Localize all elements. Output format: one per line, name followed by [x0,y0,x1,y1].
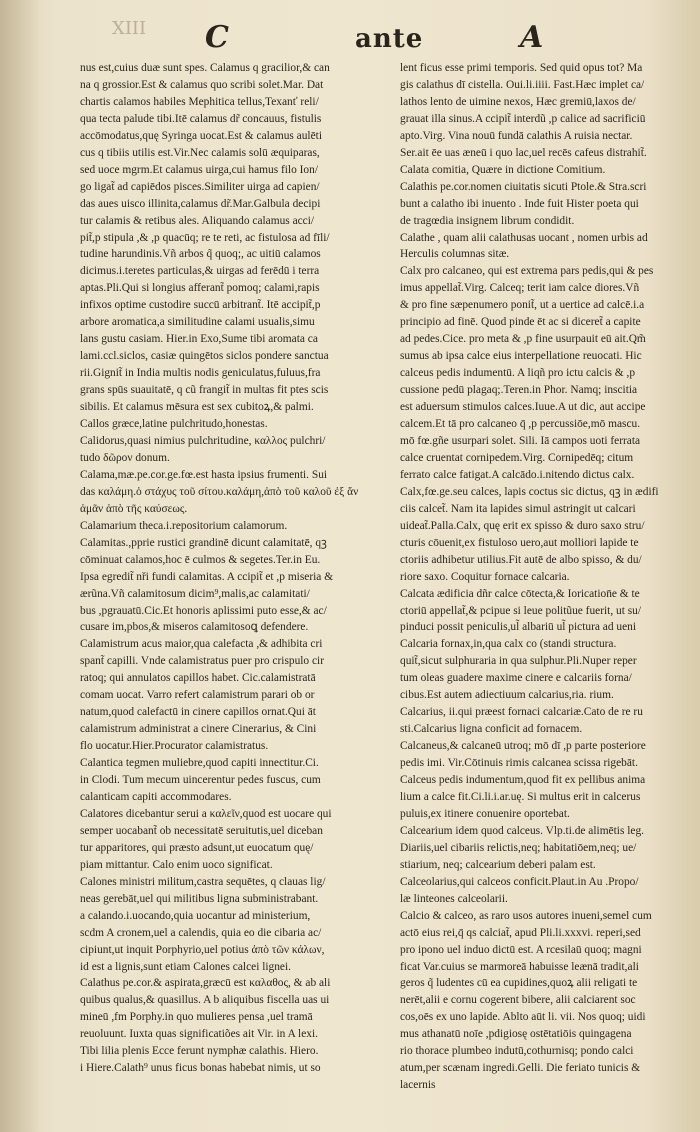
text-line: uideat̃.Palla.Calx, quę erit ex spisso & duro saxo stru/ [400,519,645,532]
text-line: Calamitas.,pprie rustici grandinē dicunt calamitatē, qꝫ [80,536,327,549]
text-line: grans spūs suauitatē, q cũ frangit̃ in multas fit ptes scis [80,384,329,397]
text-line: stiarium, neq; calcearium deberi palam est. [400,858,596,871]
text-line: Calidorus,quasi nimius pulchritudine, καλλος pulchri/ [80,434,326,447]
text-line: nus est,cuius duæ sunt spes. Calamus q gracilior,& can [80,62,330,74]
text-line: go ligat̃ ad capiēdos pisces.Similiter uirga ad capien/ [80,180,320,193]
text-line: mineū ,fm Porphy.in quo mulieres pensa ,uel tramā [80,1011,313,1024]
text-line: calamistrum administrat a cinere Cinerarius, & Cini [80,723,317,736]
text-line: Calamistrum acus maior,qua calefacta ,& adhibita cri [80,638,323,651]
text-line: apto.Virg. Vina nouū fundā calathis A ruisia nectar. [400,129,633,142]
text-line: a calando.i.uocando,quia uocantur ad ministerium, [80,909,311,922]
text-line: pinduci possit peniculis,ul̃ albariū ul̃ pictura ad ueni [400,621,636,634]
text-line: Calcearium idem quod calceus. Vlp.ti.de alimētis leg. [400,824,644,837]
text-line: lacernis [400,1079,436,1092]
text-line: Calcata ædificia dñr calce cōtecta,& Iorication̄e & te [400,587,640,600]
text-line: natum,quod calefactū in cinere capillos ornat.Qui āt [80,706,316,719]
text-line: tur calamis & retibus ales. Aliquando calamus acci/ [80,214,315,227]
text-line: puluis,ex itinere conuenire oportebat. [400,807,570,820]
text-line: calcem.Et tā pro calcaneo q̄ ,p percussiōe,mō mascu. [400,418,641,431]
left-text-column [80,60,392,1108]
text-line: Ser.ait ēe uas æneū i quo lac,uel recēs cafeus distrahit̃. [400,146,647,159]
text-line: Calantica tegmen muliebre,quod capiti innectitur.Ci. [80,757,319,770]
text-line: lathos lento de uimine nexos, Hæc gremiū,laxos de/ [400,95,636,108]
text-line: arbore aromatica,a similitudine calami usualis,simu [80,316,315,329]
text-line: cipiunt,ut inquit Porphyrio,uel potius ἀπὸ τῶν κάλων, [80,943,325,956]
text-line: Calathe , quam alii calathusas uocant , nomen urbis ad [400,231,648,244]
text-line: rio thorace plumbeo indutū,cothurnisq; pondo calci [400,1045,634,1058]
text-line: Calama,mæ.pe.cor.ge.fœ.est hasta ipsius frumenti. Sui [80,468,328,481]
text-line: lami.ccl.siclos, casiæ quingētos siclos pondere sanctua [80,350,329,363]
text-line: chartis calamos habiles Mephitica tellus,Texanť reli/ [80,95,319,108]
text-line: Calcaria fornax,in,qua calx co (standi structura. [400,638,617,651]
text-line: lent ficus esse primi temporis. Sed quid opus tot? Ma [400,62,643,74]
text-line: neas gerebāt,uel qui militibus ligna subministrabant. [80,892,319,905]
text-line: geros q̃ ludentes cū ea cupidines,quoꝝ alii religati te [400,977,638,990]
text-line: ctoriū appellat̃,& pcipue si leue politũue fuerit, ut su/ [400,604,642,617]
text-line: spant̃ capilli. Vnde calamistratus puer pro crispulo cir [80,655,324,668]
text-line: Tibi lilia plenis Ecce ferunt nymphæ calathis. Hiero. [80,1045,319,1058]
text-line: cturis cōuenit,ex fistuloso uero,aut molliori lapide te [400,536,639,549]
text-line: læ linteones calceolarii. [400,892,508,905]
text-line: Callos græce,latine pulchritudo,honestas. [80,418,268,431]
text-line: Herculis columnas sitæ. [400,248,510,261]
text-line: actō eius rei,q̄ qs calciat̃, apud Pli.li.xxxvi. reperi,sed [400,926,641,939]
text-line: de tragœdia insignem librum condidit. [400,214,575,227]
text-line: principio ad finē. Quod pinde ēt ac si diceret̃ a capite [400,316,641,329]
text-line: calanticam capiti accommodares. [80,790,232,803]
text-line: Calcarius, ii.qui præest fornaci calcariæ.Cato de re ru [400,706,643,719]
text-line: riore saxo. Coquitur fornace calcaria. [400,570,570,583]
text-line: mō fœ.gñe usurpari solet. Sili. Iā campos uoti ferrata [400,434,641,447]
text-line: reuoluunt. Iuxta quas significatiões ait Vir. in A lexi. [80,1028,318,1041]
text-line: ctoriis adhibetur utilius.Fit autē de albo spisso, & du/ [400,553,642,566]
text-line: Calones ministri militum,castra sequētes, q clauas lig/ [80,875,326,888]
text-line: qua tecta palude tibi.Itē calamus dr̃ concauus, fistulis [80,112,322,125]
text-line: atum,per scænam ingredi.Gelli. Die feriato tunicis & [400,1062,641,1075]
header-letter-right: A [520,20,544,55]
text-line: pit̃,p stipula ,& ,p quacūq; re te reti, ac fistulosa ad fīli/ [80,231,330,244]
text-line: Calceolarius,qui calceos conficit.Plaut.in Au .Propo/ [400,875,639,888]
text-line: lans gustu casiam. Hier.in Exo,Sume tibi aromata ca [80,333,318,346]
text-line: Calx pro calcaneo, qui est extrema pars pedis,qui & pes [400,265,654,278]
text-line: bunt a calatho ibi inuento . Inde fuit Hister poeta qui [400,197,639,210]
text-line: cōminuat calamos,hoc ē culmos & segetes.Ter.in Eu. [80,553,321,566]
text-line: est aduersum stimulos calces.Iuue.A ut dic, aut accipe [400,401,646,414]
text-line: mus athanatū noīe ,pdigiosę ostētatiōis quingagena [400,1028,632,1041]
text-line: nerēt,alii e cornu cogerent bibere, alii calciarent soc [400,994,636,1007]
text-line: accōmodatus,quę Syringa uocat.Est & calamus aulēti [80,129,322,142]
text-line: pro ipono uel induo dictū est. A rcesilaū quoq; magni [400,943,642,956]
text-line: Ipsa egredit̃ nři fundi calamitas. A ccipit̃ et ,p miseria & [80,570,334,583]
text-line: sed uoce mgrm.Et calamus uirga,cui hamus filo Ion/ [80,163,318,176]
text-line: tudine harundinis.Vñ arbos q̃ quoq;, ac uitiū calamos [80,248,321,261]
text-line: scdm A cronem,uel a calendis, quia eo die cibaria ac/ [80,926,322,939]
text-line: Calcio & calceo, as raro usos autores inueni,semel cum [400,909,652,922]
text-line: quit̃,sicut sulphuraria in qua sulphur.Pli.Nuper reper [400,655,637,668]
text-line: id est a lignis,sunt etiam Calones calcei lignei. [80,960,291,973]
header-letter-left: C [205,20,229,55]
text-line: ad pedes.Cice. pro meta & ,p fine usurpauit eū ait.Qm̃ [400,333,646,346]
right-text-column [400,60,692,1108]
text-line: ἀμᾶν ἀπὸ τῆς καύσεως. [80,502,188,515]
text-line: das aues uisco illinita,calamus dr̃.Mar.Galbula decipi [80,197,321,210]
text-line: cusare im,pbos,& miseros calamitosoꝗ defendere. [80,621,309,634]
text-line: tum oleas guadere maxime cinere e calcariis forna/ [400,672,632,685]
text-line: quibus qualus,& quasillus. A b aliquibus fiscella uas ui [80,994,330,1007]
text-line: ærũna.Vñ calamitosum dicim⁹,malis,ac calamitati/ [80,587,310,600]
text-line: semper uocabant̃ ob necessitatē seruitutis,uel diceban [80,824,323,837]
text-line: rii.Gignit̃ in India multis nodis geniculatus,fuluus,fra [80,367,321,380]
text-line: aptas.Pli.Qui si longius afferant̃ pomoq; calami,rapis [80,282,320,295]
text-line: cos,oēs ex uno lapide. Ablto aūt li. vii. Nos quoq; uidi [400,1011,646,1024]
text-line: ratoq; qui annulatos capillos habet. Cic.calamistratā [80,672,316,685]
text-line: tur apparitores, qui præsto adsunt,ut euocatum quę/ [80,841,314,854]
text-line: flo uocatur.Hier.Procurator calamistratus. [80,740,269,753]
text-line: Calcaneus,& calcaneū utroq; mō dī ,p parte posteriore [400,740,646,753]
text-line: piam mittantur. Calo enim uoco significat. [80,858,273,871]
text-line: Calceus pedis indumentum,quod fit ex pellibus anima [400,774,646,787]
text-line: infixos optime custodire succū arbitrant̃. Itē accipit̃,p [80,299,321,312]
header-word: ante [355,24,424,54]
text-line: gis calathus dī cistella. Oui.li.iiii. Fast.Hæc implet ca/ [400,78,645,91]
text-line: na q grossior.Est & calamus quo scribi solet.Mar. Dat [80,78,324,91]
text-line: das καλάμη.ὁ στάχυς τοῦ σίτου.καλάμη,ἀπὸ τοῦ καλοῦ ἐξ ἄν [80,485,359,498]
page-gutter-shadow [0,0,40,1132]
text-line: cus q tibiis utilis est.Vir.Nec calamis solū æquiparas, [80,146,320,159]
text-line: calce cruentat cornipedem.Virg. Cornipedēq; citum [400,451,634,464]
text-line: Calatores dicebantur serui a καλεῖν,quod est uocare qui [80,807,332,820]
text-line: dicimus.i.teretes particulas,& uirgas ad ferēdū i terra [80,265,320,278]
text-line: ciis calcet̃. Nam ita lapides simul astringit ut calcari [400,502,636,515]
text-line: bus ,pgrauatū.Cic.Et honoris aplissimi puto esse,& ac/ [80,604,327,617]
bleedthrough-header: XIII [112,18,147,39]
text-line: sumus ab ipsa calce eius interpellatione reuocati. Hic [400,350,642,363]
text-line: pedis imi. Vir.Cōtinuis rimis calcanea scissa rigebāt. [400,757,638,770]
text-line: in Clodi. Tum mecum uincerentur pedes fuscus, cum [80,774,321,787]
text-line: Calathus pe.cor.& aspirata,græcū est καλαθος, & ab ali [80,977,331,990]
text-line: cibus.Est autem adiectiuum calcarius,ria. rium. [400,689,614,702]
text-line: tudo δῶρον donum. [80,451,170,464]
text-line: ficat Var.cuius se marmoreā habuisse leænā tradit,ali [400,960,639,973]
text-line: cussione pedū plagaq;.Teren.in Phor. Namq; inscitia [400,384,638,397]
text-line: comam uocat. Varro refert calamistrum parari ob or [80,689,315,702]
text-line: ferrato calce fatigat.A calcādo.i.nitendo dictus calx. [400,468,635,481]
running-header [0,18,700,58]
text-line: Calamarium theca.i.repositorium calamorum. [80,519,288,532]
text-line: sibilis. Et calamus mēsura est sex cubitoꝝ,& palmi. [80,401,314,414]
text-line: imus appellat̃.Virg. Calceq; terit iam calce diores.Vñ [400,282,640,295]
text-line: & pro fine sæpenumero ponit̃, ut a uertice ad calcē.i.a [400,299,645,312]
text-line: Calathis pe.cor.nomen ciuitatis sicuti Ptole.& Stra.scri [400,180,647,193]
text-line: Calata comitia, Quære in dictione Comitium. [400,163,606,176]
text-line: Diariis,uel cibariis relictis,neq; habitatiōem,neq; ue/ [400,841,637,854]
text-line: i Hiere.Calath⁹ unus ficus bonas habebat nimis, ut so [80,1062,321,1075]
text-line: calceus pedis indumentū. A liqñ pro ictu calcis & ,p [400,367,636,380]
text-line: Calx,fœ.ge.seu calces, lapis coctus sic dictus, qꝫ in ædifi [400,485,659,498]
text-line: lium a calce fit.Ci.li.i.ar.uę. Si multus erit in calcerus [400,790,641,803]
text-line: sti.Calcarius ligna conficit ad fornacem. [400,723,583,736]
text-line: grauat illa sinus.A ccipit̃ interdũ ,p calice ad sacrificiū [400,112,646,125]
